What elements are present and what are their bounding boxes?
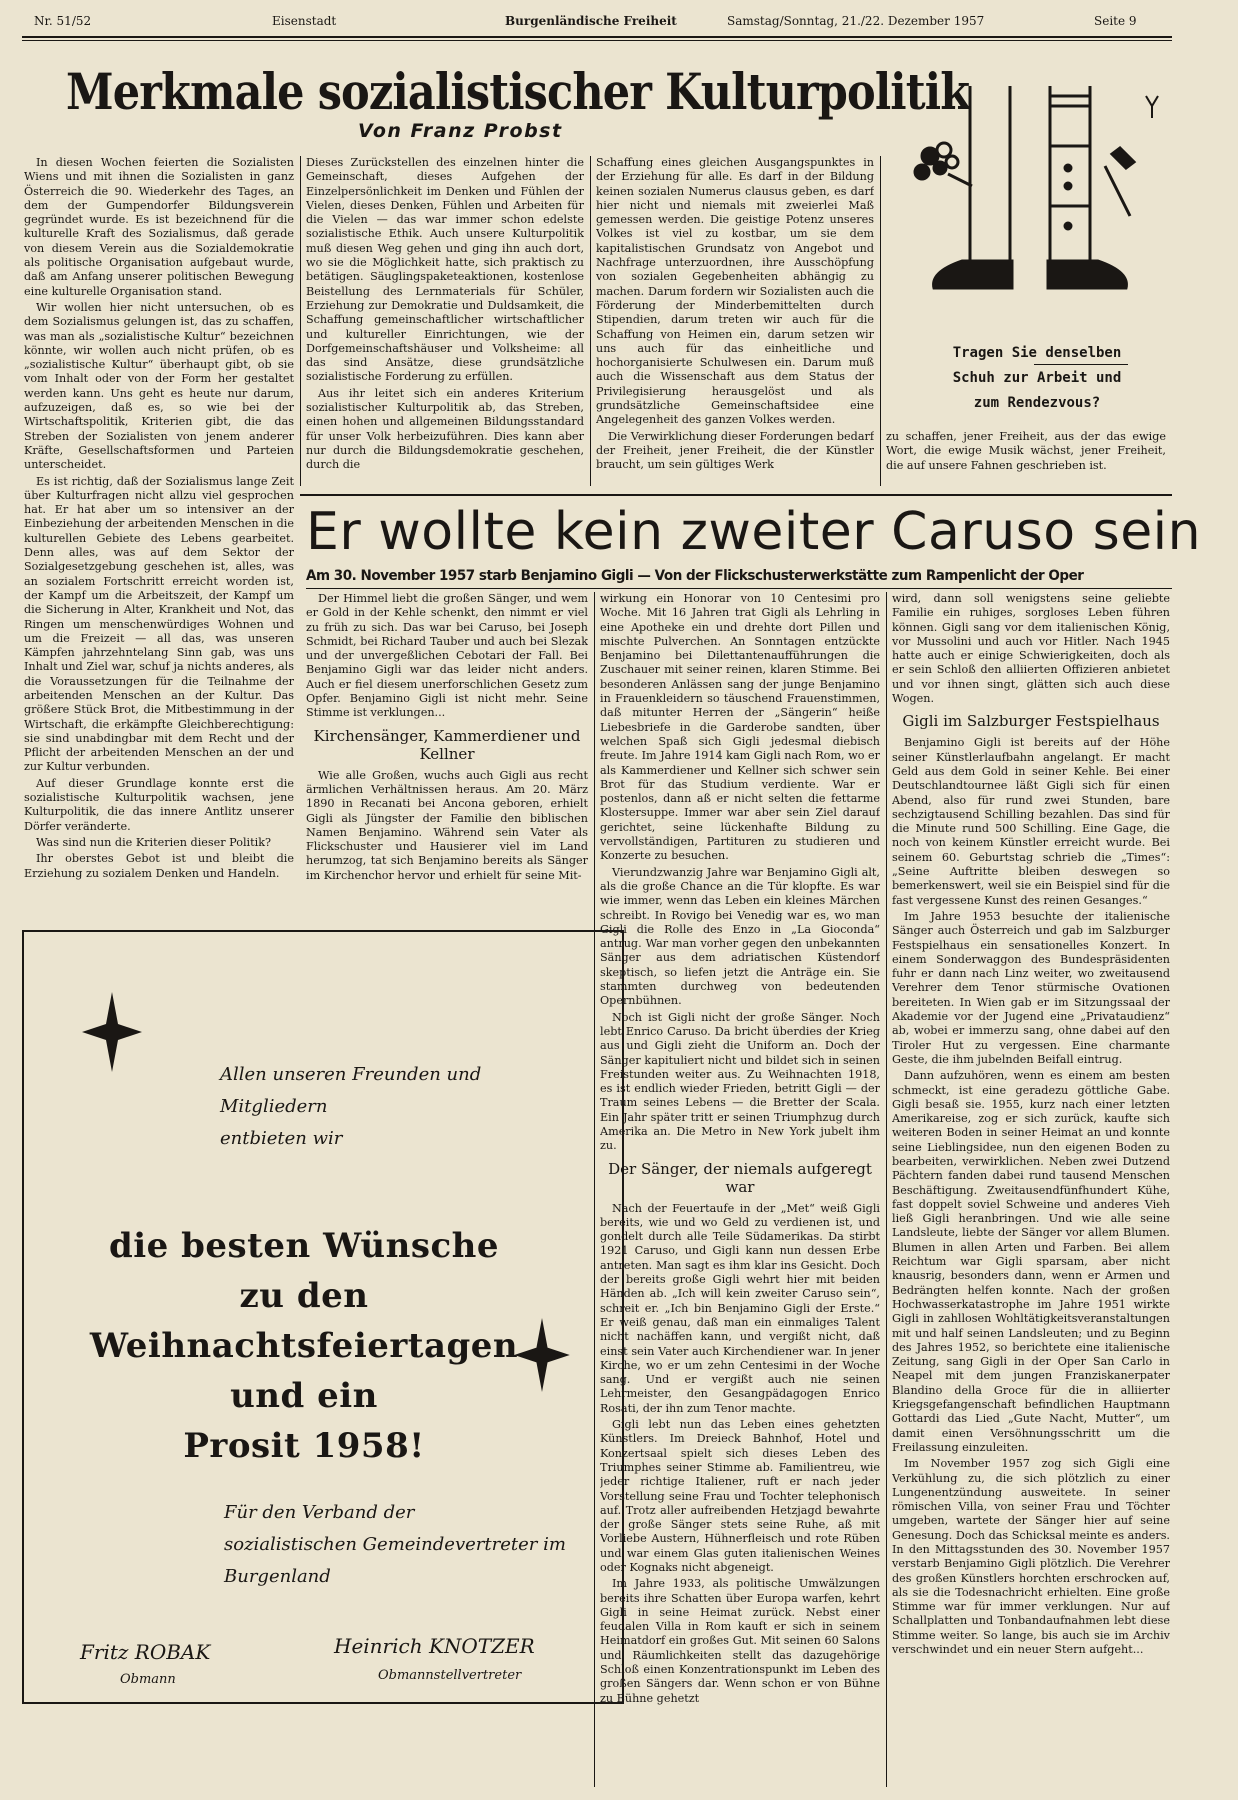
paragraph: Gigli lebt nun das Leben eines gehetzten Künstlers. Im Dreieck Bahnhof, Hotel und Konzertsaal spielt sich dieses Leben des Triumphes seiner Stimme ab. Familientreu, wie jeder richtige Italiener, ruft er nach jeder Vorstellung seine Frau und Tochter telephonisch auf. Trotz aller aufreibenden Hetzjagd bewahrte der große Sänger stets seine Ruhe, aß mit Vorliebe Austern, Hühnerfleisch und rote Rüben und war einem Glas guten italienischen Weines oder Kognaks nicht abgeneigt. xyxy=(600,1418,880,1574)
caption-underline xyxy=(1034,364,1128,365)
paragraph: Nach der Feuertaufe in der „Met“ weiß Gigli bereits, wie und wo Geld zu verdienen ist, und gondelt durch alle Teile Südamerikas. Da stirbt 1921 Caruso, und Gigli kann nun dessen Erbe antreten. Man sagt es ihm klar ins Gesicht. Doch der bereits große Gigli wehrt hier mit beiden Händen ab. „Ich will kein zweiter Caruso sein“, schreit er. „Ich bin Benjamino Gigli der Erste.“ Er weiß genau, daß man ein einmaliges Talent nicht nachäffen kann, und vergißt nicht, daß einst sein Vater auch Kirchendiener war. In jener Kirche, wo er um zehn Centesimi in der Woche sang. Und er vergißt auch nie seinen Lehrmeister, den Gesangpädagogen Enrico Rosati, der ihn zum Tenor machte. xyxy=(600,1201,880,1415)
paragraph: Es ist richtig, daß der Sozialismus lange Zeit über Kulturfragen nicht allzu viel gesprochen hat. Er hat aber um so intensiver an der Einbeziehung der arbeitenden Menschen in die kulturellen Gebiete des Lebens gearbeitet. Denn alles, was auf dem Sektor der Sozialgesetzgebung geschehen ist, alles, was an sozialem Fortschritt erreicht worden ist, der Kampf um die Arbeitszeit, der Kampf um die Sicherung in Alter, Krankheit und Not, das Ringen um menschenwürdiges Wohnen und um die Freizeit — all das, was unseren Kämpfen jahrzehntelang Sinn gab, was uns Inhalt und Ziel war, schuf ja nichts anderes, als die Voraussetzungen für die Teilnahme der arbeitenden Menschen an der Kultur. Das größere Stück Brot, die Mitbestimmung in der Wirtschaft, die erkämpfte Gleichberechtigung: sie sind unabdingbar mit dem Recht und der Pflicht der arbeitenden Menschen an der und zur Kultur verbunden. xyxy=(24,474,294,774)
paragraph: Noch ist Gigli nicht der große Sänger. Noch lebt Enrico Caruso. Da bricht überdies der Krieg aus und Gigli zieht die Uniform an. Doch der Sänger kapituliert nicht und bildet sich in seinen Freistunden weiter aus. Zu Weihnachten 1918, es ist endlich wieder Frieden, betritt Gigli — der Traum seines Lebens — die Bretter der Scala. Ein Jahr später tritt er seinen Triumphzug durch Amerika an. Die Metro in New York jubelt ihm zu. xyxy=(600,1010,880,1153)
paragraph: Benjamino Gigli ist bereits auf der Höhe seiner Künstlerlaufbahn angelangt. Er macht Geld aus dem Gold in seiner Kehle. Bei einer Deutschlandtournee läßt Gigli sich für einen Abend, also für rund zwei Stunden, bare sechzigtausend Schilling bezahlen. Das sind für die Minute rund 500 Schilling. Eine Gage, die noch von keinem Künstler erreicht wurde. Bei seinem 60. Geburtstag schrieb die „Times“: „Seine Auftritte bleiben deswegen so bemerkenswert, weil sie ein Beispiel sind für die fast vergessene Kunst des reinen Gesanges.“ xyxy=(892,736,1170,907)
paragraph: Wie alle Großen, wuchs auch Gigli aus recht ärmlichen Verhältnissen heraus. Am 20. März 1890 in Recanati bei Ancona geboren, erhielt Gigli als Jüngster der Familie den biblischen Namen Benjamino. Während sein Vater als Flickschuster und Hausierer viel im Land herumzog, tat sich Benjamino bereits als Sänger im Kirchenchor hervor und erhielt für seine Mit- xyxy=(306,768,588,882)
greeting-main-line-4: und ein xyxy=(230,1376,378,1416)
paragraph: Schaffung eines gleichen Ausgangspunktes in der Erziehung für alle. Es darf in der Bildung keinen sozialen Numerus clausus geben, es darf hier nicht und niemals mit zweierlei Maß gemessen werden. Die geistige Potenz unseres Volkes ist viel zu kostbar, um sie dem kapitalistischen Grundsatz von Angebot und Nachfrage unterzuordnen, ihre Ausschöpfung von sozialen Gegebenheiten abhängig zu machen. Darum fordern wir Sozialisten auch die Förderung der Minderbemittelten durch Stipendien, darum treten wir auch für die Schaffung von Heimen ein, darum setzen wir uns auch für das einheitliche und hochorganisierte Schulwesen ein. Darum muß auch die Wissenschaft aus dem Status der Privilegisierung herausgelöst und als grundsätzliche Gemeinschaftsidee eine Angelegenheit des ganzen Volkes werden. xyxy=(596,156,874,427)
paragraph: wirkung ein Honorar von 10 Centesimi pro Woche. Mit 16 Jahren trat Gigli als Lehrling in eine Apotheke ein und drehte dort Pillen und mischte Pulverchen. An Sonntagen entzückte Benjamino bei Dilettantenaufführungen die Zuschauer mit seiner reinen, klaren Stimme. Bei besonderen Anlässen sang der junge Benjamino in Frauenkleidern so täuschend Frauenstimmen, daß mitunter Herren der „Sängerin“ heiße Liebesbriefe in die Garderobe sandten, über welchen Spaß sich Gigli jedesmal diebisch freute. Im Jahre 1914 kam Gigli nach Rom, wo er als Kammerdiener und Kellner sich schwer sein Brot für das Studium verdiente. War er postenlos, dann aß er nicht selten die fettarme Klostersuppe. Immer war aber sein Ziel darauf gerichtet, seine lückenhafte Bildung zu vervollständigen, Partituren zu studieren und Konzerte zu besuchen. xyxy=(600,592,880,863)
greeting-from-line-2: sozialistischen Gemeindevertreter im xyxy=(224,1534,566,1555)
article1-headline: Merkmale sozialistischer Kulturpolitik xyxy=(66,62,970,121)
greeting-main-line-3: Weihnachtsfeiertagen xyxy=(89,1326,519,1366)
article2-column-2 xyxy=(600,592,880,1792)
paragraph: Auf dieser Grundlage konnte erst die sozialistische Kulturpolitik wachsen, jene Kulturpolitik, die das innere Antlitz unserer Dörfer veränderte. xyxy=(24,776,294,833)
paragraph: Der Himmel liebt die großen Sänger, und wem er Gold in der Kehle schenkt, den nimmt er viel zu früh zu sich. Das war bei Caruso, bei Joseph Schmidt, bei Richard Tauber und auch bei Slezak und der unvergeßlichen Cebotari der Fall. Bei Benjamino Gigli war das leider nicht anders. Auch er fiel diesem unerforschlichen Gesetz zum Opfer. Benjamino Gigli ist nicht mehr. Seine Stimme ist verklungen... xyxy=(306,592,588,720)
article1-column-1 xyxy=(24,156,294,926)
column-divider xyxy=(300,156,301,486)
signatory-2-role: Obmannstellvertreter xyxy=(378,1668,522,1683)
greeting-intro-line-3: entbieten wir xyxy=(220,1128,343,1149)
paragraph: Aus ihr leitet sich ein anderes Kriterium sozialistischer Kulturpolitik ab, das Streben, einen hohen und allgemeinen Bildungsstandard für unser Volk herbeizuführen. Dies kann aber nur durch die Bildungsdemokratie geschehen, durch die xyxy=(306,386,584,472)
paragraph: Vierundzwanzig Jahre war Benjamino Gigli alt, als die große Chance an die Tür klopfte. Es war wie immer, wenn das Leben ein kleines Märchen schreibt. In Rovigo bei Venedig war es, wo man Gigli die Rolle des Enzo in „La Gioconda“ antrug. War man vorher gegen den unbekannten Sänger aus dem adriatischen Küstendorf skeptisch, so liefen jetzt die Anträge ein. Sie stammten durchweg von bedeutenden Opernbühnen. xyxy=(600,865,880,1008)
subheading: Gigli im Salzburger Festspielhaus xyxy=(902,712,1160,731)
paragraph: Im Jahre 1933, als politische Umwälzungen bereits ihre Schatten über Europa warfen, kehrt Gigli in seine Heimat zurück. Nebst einer feudalen Villa in Rom kauft er sich in seinem Heimatdorf ein großes Gut. Mit seinen 60 Salons und Räumlichkeiten stellt das dazugehörige Schloß einen Konzentrationspunkt im Leben des großen Sängers dar. Wenn schon er von Bühne zu Bühne gehetzt xyxy=(600,1577,880,1705)
paragraph: Ihr oberstes Gebot ist und bleibt die Erziehung zu sozialem Denken und Handeln. xyxy=(24,852,294,880)
article2-column-3 xyxy=(892,592,1170,1792)
article1-column-4 xyxy=(886,430,1166,492)
paragraph: Was sind nun die Kriterien dieser Politik? xyxy=(36,835,271,849)
greeting-from-line-3: Burgenland xyxy=(224,1566,331,1587)
paragraph: Dieses Zurückstellen des einzelnen hinter die Gemeinschaft, dieses Aufgehen der Einzelpersönlichkeit im Denken und Fühlen der Vielen, dieses Denken, Fühlen und Arbeiten für die Vielen — das war immer schon edelste sozialistische Ethik. Auch unsere Kulturpolitik muß diesen Weg gehen und ging ihn auch dort, wo sie die Möglichkeit hatte, sich praktisch zu betätigen. Säuglingspaketeaktionen, kostenlose Beistellung des Lernmaterials für Schüler, Erziehung zur Demokratie und Duldsamkeit, die Schaffung gemeinschaftlicher wirtschaftlicher und kultureller Einrichtungen, wie der Dorfgemeinschaftshäuser und Volksheime: all das sind Ansätze, diese grundsätzliche sozialistische Forderung zu erfüllen. xyxy=(306,156,584,384)
paragraph: zu schaffen, jener Freiheit, aus der das ewige Wort, die ewige Musik wächst, jener Freiheit, die auf unsere Fahnen geschrieben ist. xyxy=(886,430,1166,472)
page-number: Seite 9 xyxy=(1094,14,1137,28)
greeting-intro-line-2: Mitgliedern xyxy=(220,1096,328,1117)
worker-shoe-illustration xyxy=(900,56,1170,336)
issue-date: Samstag/Sonntag, 21./22. Dezember 1957 xyxy=(727,14,985,28)
header-rule-thin xyxy=(22,40,1172,41)
greeting-main-line-1: die besten Wünsche xyxy=(108,1226,500,1266)
article1-author: Von Franz Probst xyxy=(358,120,563,142)
signatory-2-name: Heinrich KNOTZER xyxy=(334,1634,535,1658)
paragraph: Im November 1957 zog sich Gigli eine Verkühlung zu, die sich plötzlich zu einer Lungenentzündung ausweitete. In seiner römischen Villa, von seiner Frau und Töchter umgeben, wartete der Sänger hier auf seine Genesung. Doch das Schicksal meinte es anders. In den Mittagsstunden des 30. November 1957 verstarb Benjamino Gigli plötzlich. Die Verehrer des großen Künstlers horchten erschrocken auf, als sie die Todesnachricht erhielten. Eine große Stimme war für immer verklungen. Nur auf Schallplatten und Tonbandaufnahmen lebt diese Stimme weiter. So lange, bis auch sie im Archiv verschwindet und ein neuer Stern aufgeht... xyxy=(892,1457,1170,1657)
article1-column-3 xyxy=(596,156,874,492)
christmas-greeting-box xyxy=(22,930,624,1704)
subheading: Kirchensänger, Kammerdiener und Kellner xyxy=(313,726,581,763)
paragraph: Wir wollen hier nicht untersuchen, ob es dem Sozialismus gelungen ist, das zu schaffen, was man als „sozialistische Kultur“ bezeichnen könnte, wir wollen auch nicht prüfen, ob es „sozialistische Kultur“ überhaupt gibt, ob sie vom Inhalt oder von der Form her gestaltet werden kann. Uns geht es heute nur darum, aufzuzeigen, daß es, so wie bei der Wirtschaftspolitik, Kriterien gibt, die das Streben der Sozialisten von jenem anderer Kräfte, Gesellschaftsformen und Parteien unterscheidet. xyxy=(24,300,294,472)
column-divider xyxy=(880,156,881,486)
issue-number: Nr. 51/52 xyxy=(34,14,92,28)
subheading: Der Sänger, der niemals aufgeregt war xyxy=(608,1159,872,1196)
greeting-from-line-1: Für den Verband der xyxy=(224,1502,415,1523)
greeting-main-line-5: Prosit 1958! xyxy=(183,1426,425,1466)
paragraph: Im Jahre 1953 besuchte der italienische Sänger auch Österreich und gab im Salzburger Festspielhaus ein sensationelles Konzert. In einem Sonderwaggon des Bundespräsidenten fuhr er dann nach Linz weiter, wo zweitausend Verehrer dem Tenor stürmische Ovationen bereiteten. In Wien gab er im Sitzungssaal der Akademie vor der Jugend eine „Privataudienz“ ab, wobei er immerzu sang, ohne dabei auf den Tiroler Hut zu vergessen. Eine charmante Geste, die ihm jubelnden Beifall eintrug. xyxy=(892,909,1170,1066)
column-divider xyxy=(886,592,887,1787)
column-divider xyxy=(590,156,591,486)
paragraph: Die Verwirklichung dieser Forderungen bedarf der Freiheit, jener Freiheit, die der Künstler braucht, um sein gültiges Werk xyxy=(596,429,874,472)
article2-column-1 xyxy=(306,592,588,924)
greeting-intro-line-1: Allen unseren Freunden und xyxy=(220,1064,482,1085)
paper-name: Burgenländische Freiheit xyxy=(505,14,677,28)
city: Eisenstadt xyxy=(272,14,337,28)
section-rule xyxy=(300,494,1172,496)
signatory-1-role: Obmann xyxy=(120,1672,176,1687)
paragraph: Dann aufzuhören, wenn es einem am besten schmeckt, ist eine geradezu göttliche Gabe. Gigli besaß sie. 1955, kurz nach einer letzten Amerikareise, zog er sich zurück, kaufte sich weiteren Boden in seiner Heimat an und konnte seine Lieblingsidee, nun den eigenen Boden zu bearbeiten, verwirklichen. Neben zwei Dutzend Pächtern fanden dabei rund tausend Menschen Beschäftigung. Zweitausendfünfhundert Kühe, fast doppelt soviel Schweine und anderes Vieh ließ Gigli heranbringen. Und wie alle seine Landsleute, liebte der Sänger vor allem Blumen. Blumen in allen Arten und Farben. Bei allem Reichtum war Gigli sparsam, aber nicht knausrig, besonders dann, wenn er Armen und Bedrängten helfen konnte. Nach der großen Hochwasserkatastrophe im Jahre 1951 wirkte Gigli in zahllosen Wohltätigkeitsveranstaltungen mit und half seinen Landsleuten; und zu Beginn des Jahres 1952, so berichtete eine italienische Zeitung, sang Gigli in der Oper San Carlo in Neapel mit dem jungen Franziskanerpater Blandino della Groce für die in alliierter Kriegsgefangenschaft befindlichen Hauptmann Gottardi das Lied „Gute Nacht, Mutter“, um damit einen Versöhnungsschritt um die Freilassung einzuleiten. xyxy=(892,1069,1170,1454)
paragraph: wird, dann soll wenigstens seine geliebte Familie ein ruhiges, sorgloses Leben führen können. Gigli sang vor dem italienischen König, vor Mussolini und auch vor Hitler. Nach 1945 hatte auch er einige Schwierigkeiten, doch als er sein Schloß den alliierten Offizieren anbietet und vor ihnen singt, glätten sich auch diese Wogen. xyxy=(892,592,1170,706)
article2-headline: Er wollte kein zweiter Caruso sein xyxy=(306,502,1202,562)
greeting-main-line-2: zu den xyxy=(239,1276,369,1316)
signatory-1-name: Fritz ROBAK xyxy=(80,1640,211,1664)
paragraph: In diesen Wochen feierten die Sozialisten Wiens und mit ihnen die Sozialisten in ganz Österreich die 90. Wiederkehr des Tages, an dem der Gumpendorfer Bildungsverein gegründet wurde. Es ist bezeichnend für die kulturelle Kraft des Sozialismus, daß gerade von diesem Verein aus die Sozialdemokratie als politische Organisation aufgebaut wurde, daß am Anfang unserer politischen Bewegung eine kulturelle Organisation stand. xyxy=(24,156,294,298)
header-rule xyxy=(22,36,1172,38)
star-icon xyxy=(82,992,142,1072)
subheadline-rule xyxy=(306,588,1172,589)
article2-subheadline: Am 30. November 1957 starb Benjamino Gigli — Von der Flickschusterwerkstätte zum Rampenlicht der Oper xyxy=(306,568,1084,584)
article1-column-2 xyxy=(306,156,584,492)
shoe-ad-caption-1: Tragen Sie denselben xyxy=(952,345,1122,361)
shoe-ad-caption-2: Schuh zur Arbeit und xyxy=(952,370,1122,386)
shoe-ad-caption-3: zum Rendezvous? xyxy=(973,395,1101,411)
